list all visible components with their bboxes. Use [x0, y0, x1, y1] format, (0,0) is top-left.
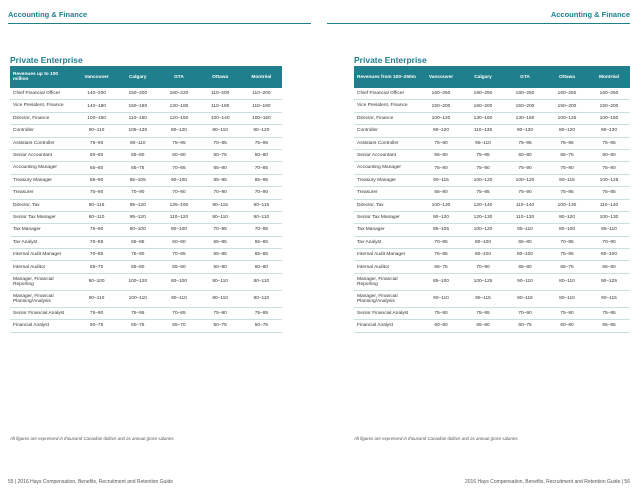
job-title-cell: Financial Analyst: [10, 320, 76, 332]
salary-range-cell: 80–110: [200, 125, 241, 137]
salary-range-cell: 75–95: [462, 149, 504, 161]
job-title-cell: Manager, Financial Planning/Analysis: [354, 290, 420, 307]
salary-range-cell: 60–80: [504, 149, 546, 161]
salary-range-cell: 80–110: [200, 290, 241, 307]
table-row: [10, 112, 282, 124]
right-salary-table: [354, 66, 630, 333]
salary-range-cell: 110–140: [504, 199, 546, 211]
salary-range-cell: 75–90: [117, 249, 158, 261]
job-title-cell: Senior Accountant: [10, 149, 76, 161]
job-title-cell: Internal Auditor: [10, 261, 76, 273]
table-row: [354, 211, 630, 223]
table-row: [354, 307, 630, 319]
salary-range-cell: 85–95: [241, 174, 282, 186]
job-title-cell: Treasury Manager: [354, 174, 420, 186]
salary-range-cell: 90–125: [588, 273, 630, 290]
salary-range-cell: 100–120: [420, 112, 462, 124]
job-title-cell: Manager, Financial Planning/Analysis: [10, 290, 76, 307]
salary-range-cell: 130–160: [462, 112, 504, 124]
salary-range-cell: 90–115: [588, 290, 630, 307]
table-row: [354, 162, 630, 174]
column-header: Revenues from 100–250m: [354, 66, 420, 88]
salary-range-cell: 80–100: [504, 249, 546, 261]
salary-range-cell: 90–115: [241, 199, 282, 211]
salary-range-cell: 75–90: [420, 162, 462, 174]
salary-range-cell: 70–85: [158, 162, 199, 174]
salary-range-cell: 70–90: [200, 187, 241, 199]
salary-range-cell: 55–75: [546, 149, 588, 161]
salary-range-cell: 90–130: [504, 125, 546, 137]
salary-range-cell: 100–150: [241, 112, 282, 124]
salary-range-cell: 75–90: [588, 162, 630, 174]
salary-range-cell: 60–80: [76, 149, 117, 161]
job-title-cell: Financial Analyst: [354, 320, 420, 332]
job-title-cell: Director, Tax: [10, 199, 76, 211]
salary-range-cell: 150–200: [420, 100, 462, 112]
salary-range-cell: 75–95: [241, 137, 282, 149]
salary-range-cell: 140–180: [76, 100, 117, 112]
salary-range-cell: 130–160: [504, 112, 546, 124]
salary-range-cell: 100–130: [546, 199, 588, 211]
salary-range-cell: 180–250: [504, 88, 546, 100]
table-row: [10, 137, 282, 149]
salary-range-cell: 75–95: [158, 137, 199, 149]
salary-range-cell: 80–110: [76, 211, 117, 223]
job-title-cell: Controller: [354, 125, 420, 137]
salary-range-cell: 65–85: [241, 236, 282, 248]
salary-range-cell: 65–85: [588, 320, 630, 332]
salary-range-cell: 95–120: [117, 211, 158, 223]
salary-range-cell: 80–100: [158, 224, 199, 236]
salary-range-cell: 75–85: [420, 249, 462, 261]
salary-range-cell: 85–105: [117, 174, 158, 186]
salary-range-cell: 80–100: [462, 249, 504, 261]
salary-range-cell: 110–200: [200, 88, 241, 100]
salary-range-cell: 180–220: [158, 88, 199, 100]
salary-range-cell: 160–250: [546, 88, 588, 100]
salary-range-cell: 100–125: [462, 273, 504, 290]
column-header: Montréal: [241, 66, 282, 88]
salary-range-cell: 75–95: [117, 307, 158, 319]
left-header-divider: [8, 23, 311, 24]
salary-range-cell: 110–135: [462, 125, 504, 137]
salary-range-cell: 70–90: [588, 236, 630, 248]
salary-range-cell: 95–120: [117, 199, 158, 211]
salary-range-cell: 60–75: [76, 320, 117, 332]
salary-range-cell: 105–130: [117, 125, 158, 137]
salary-range-cell: 100–125: [546, 112, 588, 124]
salary-range-cell: 150–200: [588, 100, 630, 112]
salary-range-cell: 75–90: [200, 307, 241, 319]
job-title-cell: Senior Financial Analyst: [354, 307, 420, 319]
salary-range-cell: 160–250: [420, 88, 462, 100]
salary-range-cell: 80–100: [158, 273, 199, 290]
salary-range-cell: 120–150: [158, 112, 199, 124]
salary-range-cell: 95–115: [462, 290, 504, 307]
table-row: [354, 199, 630, 211]
salary-range-cell: 110–180: [200, 100, 241, 112]
salary-range-cell: 60–80: [588, 149, 630, 161]
salary-range-cell: 90–110: [241, 211, 282, 223]
job-title-cell: Assistant Controller: [354, 137, 420, 149]
job-title-cell: Manager, Financial Reporting: [10, 273, 76, 290]
column-header: Vancouver: [76, 66, 117, 88]
left-footnote: All figures are expressed in thousand Canadian dollars and as annual gross salaries.: [10, 436, 175, 441]
salary-range-cell: 65–80: [462, 320, 504, 332]
salary-range-cell: 100–130: [420, 199, 462, 211]
salary-range-cell: 55–70: [76, 261, 117, 273]
salary-range-cell: 65–85: [200, 249, 241, 261]
salary-range-cell: 85–100: [420, 273, 462, 290]
salary-range-cell: 90–110: [76, 290, 117, 307]
salary-range-cell: 50–75: [241, 320, 282, 332]
salary-range-cell: 65–85: [200, 236, 241, 248]
job-title-cell: Senior Tax Manager: [354, 211, 420, 223]
salary-range-cell: 80–120: [158, 125, 199, 137]
salary-range-cell: 75–95: [588, 137, 630, 149]
salary-range-cell: 80–120: [241, 125, 282, 137]
table-row: [10, 88, 282, 100]
table-row: [10, 307, 282, 319]
salary-range-cell: 65–80: [117, 149, 158, 161]
salary-range-cell: 150–180: [117, 100, 158, 112]
table-row: [354, 149, 630, 161]
salary-range-cell: 90–130: [588, 125, 630, 137]
salary-range-cell: 60–80: [420, 320, 462, 332]
salary-range-cell: 100–125: [588, 174, 630, 186]
salary-range-cell: 80–110: [200, 273, 241, 290]
table-row: [354, 320, 630, 332]
salary-range-cell: 85–90: [76, 174, 117, 186]
table-row: [10, 187, 282, 199]
job-title-cell: Chief Financial Officer: [354, 88, 420, 100]
salary-range-cell: 75–90: [462, 162, 504, 174]
job-title-cell: Tax Manager: [10, 224, 76, 236]
salary-range-cell: 80–110: [200, 211, 241, 223]
salary-range-cell: 110–140: [588, 199, 630, 211]
salary-range-cell: 75–90: [76, 137, 117, 149]
salary-range-cell: 65–90: [420, 187, 462, 199]
job-title-cell: Director, Finance: [10, 112, 76, 124]
salary-range-cell: 130–180: [158, 100, 199, 112]
salary-range-cell: 75–95: [462, 187, 504, 199]
salary-range-cell: 90–115: [200, 199, 241, 211]
salary-range-cell: 75–90: [504, 162, 546, 174]
salary-range-cell: 160–250: [588, 88, 630, 100]
salary-range-cell: 65–85: [241, 249, 282, 261]
salary-range-cell: 90–110: [420, 290, 462, 307]
salary-range-cell: 75–90: [546, 162, 588, 174]
salary-range-cell: 100–140: [200, 112, 241, 124]
left-salary-table: [10, 66, 282, 333]
salary-range-cell: 60–75: [504, 320, 546, 332]
salary-range-cell: 90–115: [420, 174, 462, 186]
salary-range-cell: 75–85: [588, 187, 630, 199]
salary-range-cell: 75–85: [546, 249, 588, 261]
table-row: [10, 224, 282, 236]
job-title-cell: Director, Tax: [354, 199, 420, 211]
salary-range-cell: 100–120: [117, 273, 158, 290]
job-title-cell: Vice President, Finance: [354, 100, 420, 112]
salary-range-cell: 90–110: [158, 290, 199, 307]
column-header: Calgary: [462, 66, 504, 88]
job-title-cell: Treasurer: [354, 187, 420, 199]
salary-range-cell: 85–95: [200, 174, 241, 186]
salary-range-cell: 100–150: [76, 112, 117, 124]
salary-range-cell: 110–120: [158, 211, 199, 223]
salary-range-cell: 100–120: [462, 224, 504, 236]
salary-range-cell: 70–85: [158, 249, 199, 261]
left-section-title: Private Enterprise: [10, 55, 83, 65]
table-row: [354, 224, 630, 236]
job-title-cell: Accounting Manager: [354, 162, 420, 174]
salary-range-cell: 70–85: [158, 307, 199, 319]
salary-range-cell: 80–110: [117, 137, 158, 149]
salary-range-cell: 65–80: [158, 261, 199, 273]
table-row: [10, 162, 282, 174]
salary-range-cell: 70–90: [158, 187, 199, 199]
job-title-cell: Internal Auditor: [354, 261, 420, 273]
table-row: [10, 211, 282, 223]
table-row: [10, 100, 282, 112]
salary-range-cell: 70–85: [420, 236, 462, 248]
salary-range-cell: 110–150: [117, 112, 158, 124]
salary-range-cell: 65–80: [504, 236, 546, 248]
salary-range-cell: 70–90: [76, 187, 117, 199]
salary-range-cell: 100–150: [588, 112, 630, 124]
right-footnote: All figures are expressed in thousand Canadian dollars and as annual gross salaries.: [354, 436, 519, 441]
salary-range-cell: 65–80: [200, 162, 241, 174]
salary-range-cell: 70–90: [504, 307, 546, 319]
salary-range-cell: 65–80: [504, 261, 546, 273]
salary-range-cell: 65–80: [117, 261, 158, 273]
salary-range-cell: 70–95: [200, 224, 241, 236]
salary-range-cell: 100–120: [504, 174, 546, 186]
salary-range-cell: 60–75: [117, 320, 158, 332]
salary-range-cell: 80–100: [462, 236, 504, 248]
salary-range-cell: 60–80: [546, 320, 588, 332]
salary-range-cell: 90–120: [420, 125, 462, 137]
table-row: [354, 174, 630, 186]
salary-range-cell: 75–90: [76, 224, 117, 236]
job-title-cell: Chief Financial Officer: [10, 88, 76, 100]
salary-range-cell: 90–120: [420, 211, 462, 223]
salary-range-cell: 60–80: [200, 261, 241, 273]
salary-range-cell: 85–110: [504, 224, 546, 236]
salary-range-cell: 135–160: [158, 199, 199, 211]
column-header: GTA: [158, 66, 199, 88]
salary-range-cell: 60–80: [158, 236, 199, 248]
left-page-header: Accounting & Finance: [8, 10, 88, 19]
job-title-cell: Tax Manager: [354, 224, 420, 236]
job-title-cell: Internal Audit Manager: [10, 249, 76, 261]
table-row: [354, 88, 630, 100]
salary-range-cell: 80–120: [546, 125, 588, 137]
salary-range-cell: 75–95: [588, 307, 630, 319]
salary-range-cell: 50–75: [200, 149, 241, 161]
salary-range-cell: 85–110: [588, 224, 630, 236]
column-header: Vancouver: [420, 66, 462, 88]
table-row: [354, 273, 630, 290]
salary-range-cell: 90–100: [76, 273, 117, 290]
right-page-footer: 2016 Hays Compensation, Benefits, Recruitment and Retention Guide | 56: [464, 479, 630, 485]
salary-range-cell: 75–95: [504, 137, 546, 149]
job-title-cell: Internal Audit Manager: [354, 249, 420, 261]
column-header: Montréal: [588, 66, 630, 88]
table-row: [354, 290, 630, 307]
salary-range-cell: 80–100: [117, 224, 158, 236]
salary-range-cell: 90–115: [546, 174, 588, 186]
salary-range-cell: 50–75: [200, 320, 241, 332]
right-page-header: Accounting & Finance: [550, 10, 630, 19]
salary-range-cell: 55–80: [420, 149, 462, 161]
salary-range-cell: 75–95: [546, 137, 588, 149]
salary-range-cell: 75–95: [241, 307, 282, 319]
salary-range-cell: 90–115: [504, 290, 546, 307]
salary-range-cell: 75–90: [420, 137, 462, 149]
salary-range-cell: 90–110: [504, 273, 546, 290]
job-title-cell: Controller: [10, 125, 76, 137]
salary-range-cell: 90–120: [546, 211, 588, 223]
table-row: [10, 273, 282, 290]
job-title-cell: Vice President, Finance: [10, 100, 76, 112]
salary-range-cell: 120–130: [462, 211, 504, 223]
column-header: Ottawa: [200, 66, 241, 88]
salary-range-cell: 65–75: [420, 261, 462, 273]
salary-range-cell: 100–110: [117, 290, 158, 307]
salary-range-cell: 190–250: [462, 88, 504, 100]
table-row: [354, 261, 630, 273]
job-title-cell: Treasurer: [10, 187, 76, 199]
table-row: [354, 100, 630, 112]
salary-range-cell: 50–80: [241, 149, 282, 161]
job-title-cell: Senior Accountant: [354, 149, 420, 161]
salary-range-cell: 75–85: [546, 187, 588, 199]
salary-range-cell: 70–85: [200, 137, 241, 149]
salary-range-cell: 75–90: [76, 307, 117, 319]
table-row: [354, 137, 630, 149]
table-row: [10, 236, 282, 248]
table-row: [10, 174, 282, 186]
salary-range-cell: 80–110: [241, 290, 282, 307]
salary-range-cell: 65–75: [546, 261, 588, 273]
job-title-cell: Senior Financial Analyst: [10, 307, 76, 319]
table-row: [10, 199, 282, 211]
salary-range-cell: 70–90: [462, 261, 504, 273]
table-row: [354, 236, 630, 248]
salary-range-cell: 80–100: [546, 224, 588, 236]
salary-range-cell: 110–180: [241, 100, 282, 112]
table-row: [354, 125, 630, 137]
table-row: [354, 187, 630, 199]
right-page: [319, 0, 638, 493]
job-title-cell: Assistant Controller: [10, 137, 76, 149]
salary-range-cell: 80–110: [546, 273, 588, 290]
salary-range-cell: 140–200: [76, 88, 117, 100]
salary-range-cell: 80–100: [588, 249, 630, 261]
salary-range-cell: 65–80: [588, 261, 630, 273]
salary-range-cell: 150–200: [504, 100, 546, 112]
salary-range-cell: 100–120: [462, 174, 504, 186]
salary-range-cell: 75–95: [462, 307, 504, 319]
salary-range-cell: 70–85: [76, 236, 117, 248]
salary-range-cell: 70–85: [546, 236, 588, 248]
table-row: [10, 249, 282, 261]
table-row: [10, 290, 282, 307]
table-row: [10, 320, 282, 332]
job-title-cell: Treasury Manager: [10, 174, 76, 186]
salary-range-cell: 95–110: [462, 137, 504, 149]
salary-range-cell: 100–130: [588, 211, 630, 223]
table-row: [354, 112, 630, 124]
salary-range-cell: 65–80: [76, 162, 117, 174]
salary-range-cell: 60–80: [241, 261, 282, 273]
salary-range-cell: 70–95: [241, 224, 282, 236]
salary-range-cell: 60–80: [158, 149, 199, 161]
column-header: Revenues up to 100 million: [10, 66, 76, 88]
salary-range-cell: 80–110: [241, 273, 282, 290]
salary-range-cell: 150–200: [117, 88, 158, 100]
salary-range-cell: 160–200: [462, 100, 504, 112]
salary-range-cell: 70–90: [241, 187, 282, 199]
salary-range-cell: 110–200: [241, 88, 282, 100]
salary-range-cell: 110–130: [504, 211, 546, 223]
salary-range-cell: 75–90: [546, 307, 588, 319]
table-row: [10, 125, 282, 137]
salary-range-cell: 65–85: [117, 236, 158, 248]
salary-range-cell: 75–90: [504, 187, 546, 199]
right-section-title: Private Enterprise: [354, 55, 427, 65]
job-title-cell: Tax Analyst: [10, 236, 76, 248]
salary-range-cell: 120–140: [462, 199, 504, 211]
right-header-divider: [327, 23, 630, 24]
salary-range-cell: 80–110: [546, 290, 588, 307]
table-row: [354, 249, 630, 261]
salary-range-cell: 70–85: [76, 249, 117, 261]
job-title-cell: Tax Analyst: [354, 236, 420, 248]
salary-range-cell: 150–200: [546, 100, 588, 112]
salary-range-cell: 65–75: [117, 162, 158, 174]
column-header: Ottawa: [546, 66, 588, 88]
job-title-cell: Accounting Manager: [10, 162, 76, 174]
table-row: [10, 149, 282, 161]
salary-range-cell: 70–85: [241, 162, 282, 174]
salary-range-cell: 70–90: [117, 187, 158, 199]
salary-range-cell: 90–100: [158, 174, 199, 186]
column-header: GTA: [504, 66, 546, 88]
salary-range-cell: 75–90: [420, 307, 462, 319]
left-page-footer: 55 | 2016 Hays Compensation, Benefits, Recruitment and Retention Guide: [8, 479, 174, 485]
salary-range-cell: 55–70: [158, 320, 199, 332]
column-header: Calgary: [117, 66, 158, 88]
salary-range-cell: 85–105: [420, 224, 462, 236]
job-title-cell: Senior Tax Manager: [10, 211, 76, 223]
salary-range-cell: 90–115: [76, 199, 117, 211]
job-title-cell: Director, Finance: [354, 112, 420, 124]
salary-range-cell: 90–110: [76, 125, 117, 137]
table-row: [10, 261, 282, 273]
job-title-cell: Manager, Financial Reporting: [354, 273, 420, 290]
